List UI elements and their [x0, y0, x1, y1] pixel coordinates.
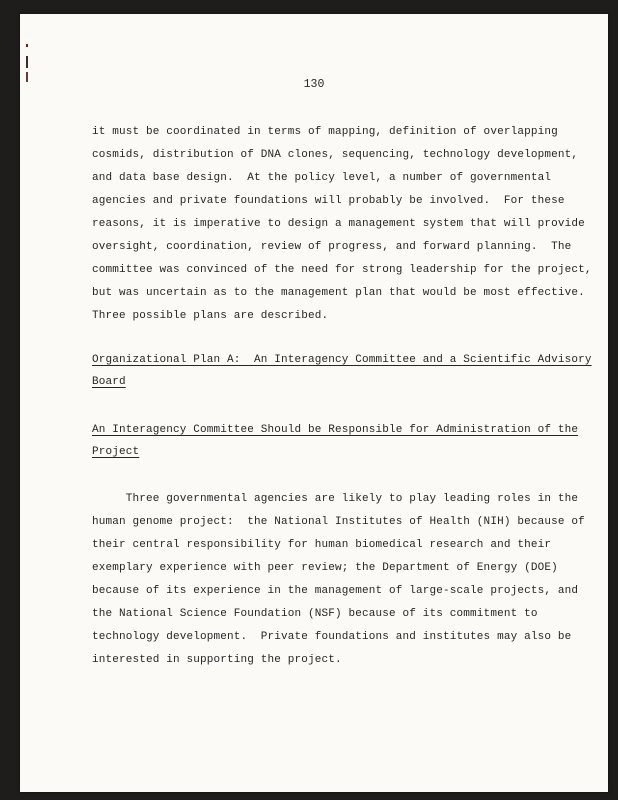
paragraph-line: the National Science Foundation (NSF) because of its commitment to	[92, 608, 538, 620]
paragraph-line: and data base design. At the policy level, a number of governmental	[92, 172, 552, 184]
paragraph-line: reasons, it is imperative to design a management system that will provide	[92, 218, 585, 230]
paragraph-line: human genome project: the National Institutes of Health (NIH) because of	[92, 516, 585, 528]
paragraph-line: committee was convinced of the need for strong leadership for the project,	[92, 264, 592, 276]
document-page	[20, 14, 608, 792]
paragraph-line: Three possible plans are described.	[92, 310, 329, 322]
paragraph-line: cosmids, distribution of DNA clones, sequencing, technology development,	[92, 149, 579, 161]
paragraph-line: agencies and private foundations will probably be involved. For these	[92, 195, 565, 207]
binder-mark	[26, 44, 28, 47]
heading-line: Board	[92, 376, 126, 388]
paragraph-line: but was uncertain as to the management plan that would be most effective.	[92, 287, 585, 299]
heading-line: Organizational Plan A: An Interagency Committee and a Scientific Advisory	[92, 354, 592, 366]
heading-line: Project	[92, 446, 140, 458]
paragraph-line: because of its experience in the management of large-scale projects, and	[92, 585, 579, 597]
heading-line: An Interagency Committee Should be Responsible for Administration of the	[92, 424, 579, 436]
paragraph-line: their central responsibility for human biomedical research and their	[92, 539, 552, 551]
binder-mark	[26, 56, 28, 68]
page-number: 130	[303, 78, 325, 91]
paragraph-line: oversight, coordination, review of progress, and forward planning. The	[92, 241, 572, 253]
paragraph-line: Three governmental agencies are likely to play leading roles in the	[92, 493, 579, 505]
paragraph-line: technology development. Private foundations and institutes may also be	[92, 631, 572, 643]
paragraph-line: exemplary experience with peer review; the Department of Energy (DOE)	[92, 562, 558, 574]
paragraph-line: it must be coordinated in terms of mapping, definition of overlapping	[92, 126, 558, 138]
paragraph-line: interested in supporting the project.	[92, 654, 342, 666]
